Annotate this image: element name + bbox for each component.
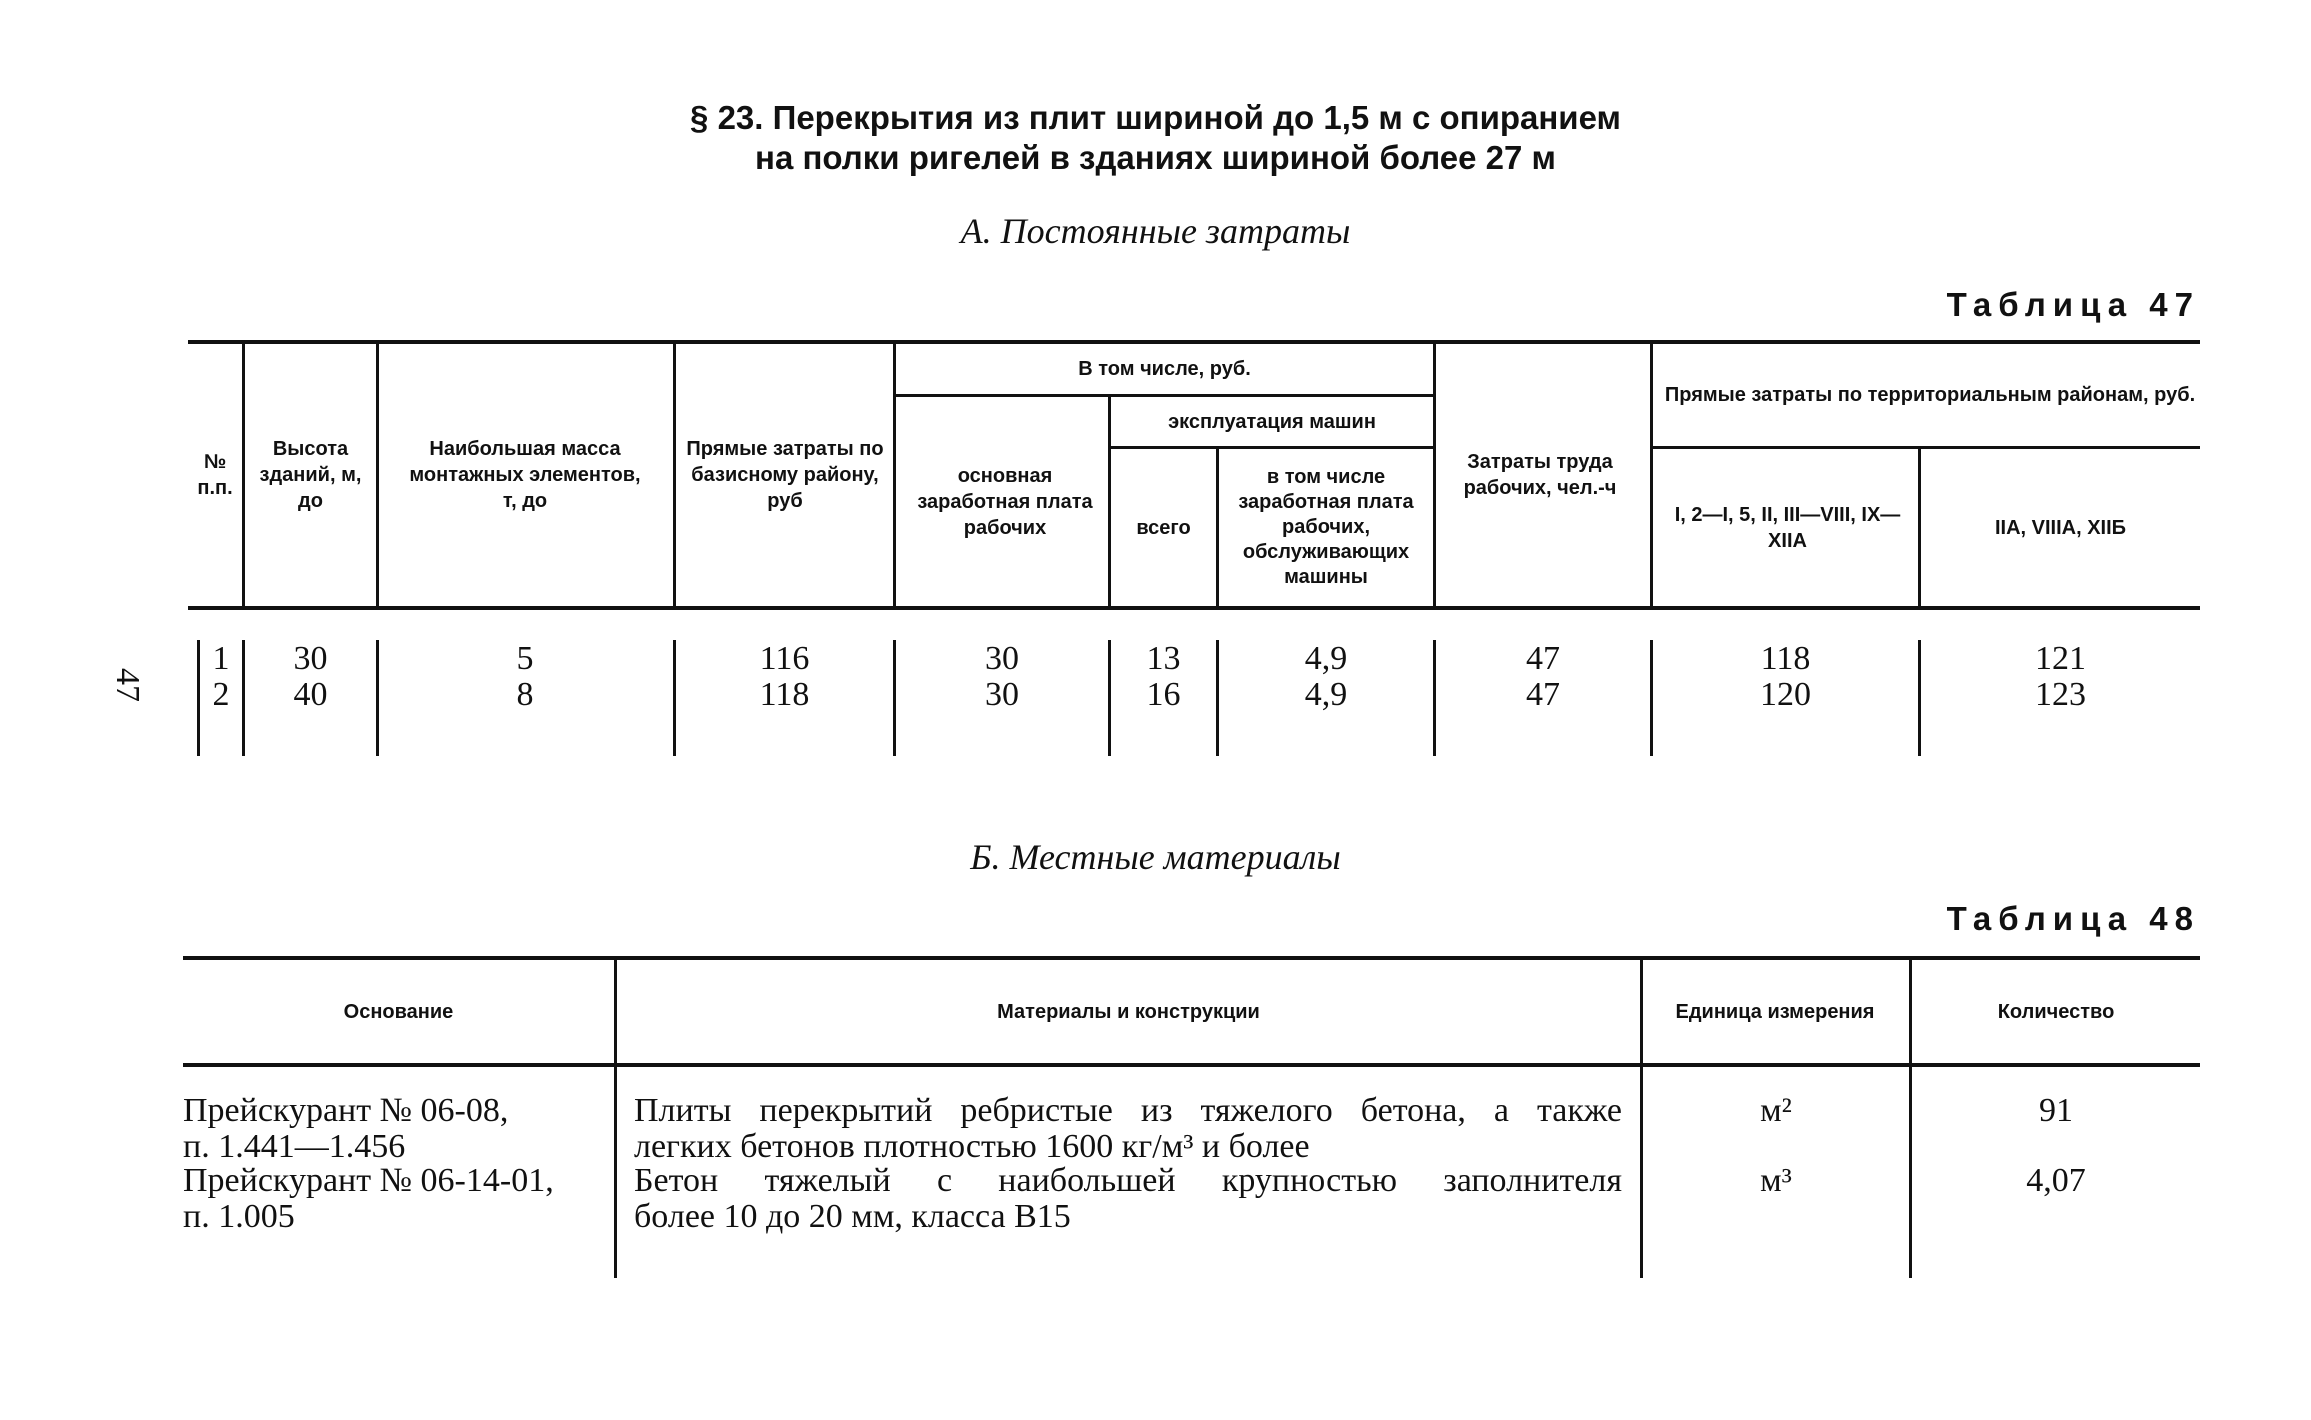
t47-header-num: № п.п. <box>197 451 233 499</box>
t47-header-mass: Наибольшая масса монтажных элементов, т, до <box>409 438 641 512</box>
t47-cell-labor: 47 <box>1526 640 1560 677</box>
t48-materials-line: более 10 до 20 мм, класса B15 <box>634 1198 1071 1235</box>
t47-cell-height: 40 <box>293 676 328 713</box>
part-a-subtitle: А. Постоянные затраты <box>960 211 1351 251</box>
t47-cell-machines-salary: 4,9 <box>1304 640 1348 677</box>
table-48-label: Таблица 48 <box>1946 900 2200 937</box>
t48-header-basis: Основание <box>343 1000 454 1023</box>
t48-materials-line: Плиты перекрытий ребристые из тяжелого бетона, а также <box>634 1092 1622 1129</box>
t47-cell-num: 1 <box>212 640 230 677</box>
t47-cell-region2: 121 <box>2035 640 2086 677</box>
t48-basis-line: Прейскурант № 06-14-01, <box>183 1162 554 1199</box>
t47-header-machines-salary: в том числе заработная плата рабочих, обслуживающих машины <box>1238 466 1414 588</box>
t47-cell-machines-total: 16 <box>1146 676 1181 713</box>
t47-cell-num: 2 <box>212 676 230 713</box>
t48-cell-qty: 4,07 <box>2026 1162 2086 1199</box>
t47-cell-direct: 116 <box>759 640 810 677</box>
part-b-subtitle: Б. Местные материалы <box>970 837 1341 877</box>
t47-header-machines-group: эксплуатация машин <box>1168 410 1376 433</box>
table-47-label: Таблица 47 <box>1946 286 2200 323</box>
t47-cell-machines-salary: 4,9 <box>1304 676 1348 713</box>
t47-header-salary: основная заработная плата рабочих <box>917 464 1093 539</box>
t47-header-machines-total: всего <box>1136 516 1191 539</box>
t48-materials-line: легких бетонов плотностью 1600 кг/м³ и более <box>634 1128 1310 1165</box>
t48-cell-unit: м² <box>1760 1092 1792 1129</box>
t47-cell-region1: 120 <box>1760 676 1811 713</box>
section-heading <box>0 98 2311 178</box>
table-47-col-line <box>376 640 379 756</box>
t48-header-qty: Количество <box>1997 1000 2115 1023</box>
t48-cell-basis <box>183 1093 611 1165</box>
t47-header-regions-group: Прямые затраты по территориальным районам, руб. <box>1664 384 2196 406</box>
page-number: 47 <box>109 668 146 702</box>
t47-header-region1: I, 2—I, 5, II, III—VIII, IX—XIIA <box>1674 503 1901 552</box>
table-47-col-line <box>1216 448 1219 606</box>
t47-header-incl-group: В том числе, руб. <box>1078 358 1251 380</box>
t48-materials-line: Бетон тяжелый с наибольшей крупностью заполнителя <box>634 1162 1622 1199</box>
table-48-header-rule <box>183 1063 2200 1067</box>
t47-cell-direct: 118 <box>759 676 810 713</box>
table-47-col-line <box>376 342 379 606</box>
t47-cell-salary: 30 <box>985 676 1019 713</box>
t47-cell-labor: 47 <box>1526 676 1560 713</box>
t48-header-materials: Материалы и конструкции <box>997 1000 1260 1023</box>
table-47-col-line <box>1433 342 1436 606</box>
section-title-line2: на полки ригелей в зданиях шириной более 27 м <box>755 139 1556 176</box>
table-47-col-line <box>673 342 676 606</box>
t47-cell-salary: 30 <box>985 640 1019 677</box>
t48-cell-unit: м³ <box>1760 1162 1792 1199</box>
t47-cell-region1: 118 <box>1760 640 1811 677</box>
t47-cell-machines-total: 13 <box>1146 640 1181 677</box>
section-title-line1: § 23. Перекрытия из плит шириной до 1,5 м с опиранием <box>690 99 1621 136</box>
t47-header-region2: IIA, VIIIA, XIIБ <box>1994 516 2127 539</box>
t47-header-height: Высота зданий, м, до <box>259 438 362 512</box>
table-47-header-rule <box>188 606 2200 610</box>
t47-cell-mass: 8 <box>516 676 534 713</box>
table-47-col-line <box>1650 342 1653 606</box>
t47-cell-height: 30 <box>293 640 328 677</box>
t48-basis-line: п. 1.441—1.456 <box>183 1128 406 1165</box>
t48-basis-line: п. 1.005 <box>183 1198 295 1235</box>
t47-header-direct-base: Прямые затраты по базисному району, руб <box>686 438 884 512</box>
t48-cell-materials <box>634 1163 1622 1235</box>
t47-header-labor: Затраты труда рабочих, чел.-ч <box>1463 451 1617 499</box>
t48-basis-line: Прейскурант № 06-08, <box>183 1092 509 1129</box>
t47-cell-region2: 123 <box>2035 676 2086 713</box>
t48-header-unit: Единица измерения <box>1675 1000 1875 1023</box>
t48-cell-qty: 91 <box>2039 1092 2073 1129</box>
t48-cell-materials <box>634 1093 1622 1165</box>
t47-cell-mass: 5 <box>516 640 534 677</box>
t48-cell-basis <box>183 1163 611 1235</box>
